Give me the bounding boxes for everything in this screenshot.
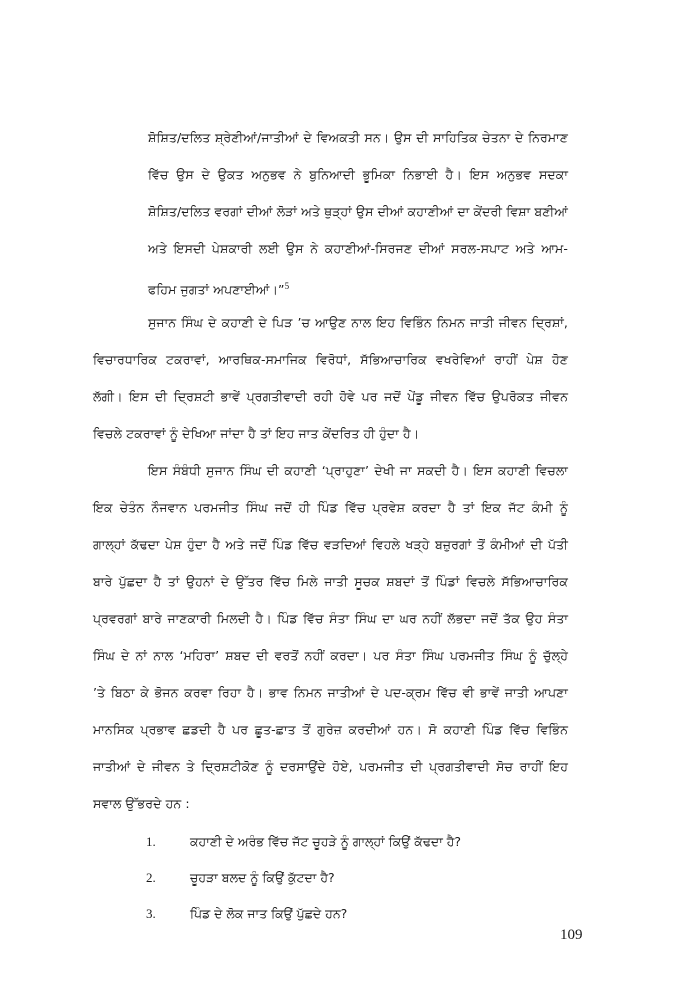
quote-line: ਸ਼ੋਸ਼ਿਤ/ਦਲਿਤ ਵਰਗਾਂ ਦੀਆਂ ਲੋੜਾਂ ਅਤੇ ਥੁੜ੍ਹਾਂ ਉਸ ਦੀਆਂ ਕਹਾਣੀਆਂ ਦਾ ਕੇਂਦਰੀ ਵਿਸ਼ਾ ਬਣੀਆਂ xyxy=(148,204,568,219)
quote-text-end: ਫਹਿਮ ਜੁਗਤਾਂ ਅਪਣਾਈਆਂ।” xyxy=(148,282,285,298)
question-text: ਕਹਾਣੀ ਦੇ ਅਰੰਭ ਵਿੱਚ ਜੱਟ ਚੂਹੜੇ ਨੂੰ ਗਾਲ੍ਹਾਂ ਕਿਉਂ ਕੱਢਦਾ ਹੈ? xyxy=(190,834,462,849)
paragraph-2-line: ਇਕ ਚੇਤੰਨ ਨੌਜਵਾਨ ਪਰਮਜੀਤ ਸਿੰਘ ਜਦੋਂ ਹੀ ਪਿੰਡ ਵਿੱਚ ਪ੍ਰਵੇਸ਼ ਕਰਦਾ ਹੈ ਤਾਂ ਇਕ ਜੱਟ ਕੰਮੀ ਨੂੰ xyxy=(93,500,568,515)
footnote-marker: 5 xyxy=(284,281,290,291)
question-text: ਪਿੰਡ ਦੇ ਲੋਕ ਜਾਤ ਕਿਉਂ ਪੁੱਛਦੇ ਹਨ? xyxy=(190,906,348,921)
quote-line-last xyxy=(148,276,568,300)
question-text: ਚੂਹੜਾ ਬਲਦ ਨੂੰ ਕਿਉਂ ਕੁੱਟਦਾ ਹੈ? xyxy=(190,870,335,885)
question-number: 2. xyxy=(146,870,156,885)
paragraph-2-line: ਜਾਤੀਆਂ ਦੇ ਜੀਵਨ ਤੇ ਦ੍ਰਿਸ਼ਟੀਕੋਣ ਨੂੰ ਦਰਸਾਉਂਦੇ ਹੋਏ, ਪਰਮਜੀਤ ਦੀ ਪ੍ਰਗਤੀਵਾਦੀ ਸੋਚ ਰਾਹੀਂ ਇਹ xyxy=(93,759,568,774)
paragraph-2-line: ਮਾਨਸਿਕ ਪ੍ਰਭਾਵ ਛਡਦੀ ਹੈ ਪਰ ਛੂਤ-ਛਾਤ ਤੋਂ ਗੁਰੇਜ਼ ਕਰਦੀਆਂ ਹਨ। ਸੋ ਕਹਾਣੀ ਪਿੰਡ ਵਿੱਚ ਵਿਭਿੰਨ xyxy=(93,722,568,737)
quote-line: ਸ਼ੋਸ਼ਿਤ/ਦਲਿਤ ਸ਼੍ਰੇਣੀਆਂ/ਜਾਤੀਆਂ ਦੇ ਵਿਅਕਤੀ ਸਨ। ਉਸ ਦੀ ਸਾਹਿਤਿਕ ਚੇਤਨਾ ਦੇ ਨਿਰਮਾਣ xyxy=(148,130,568,145)
paragraph-1-line: ਲੱਗੀ। ਇਸ ਦੀ ਦ੍ਰਿਸ਼ਟੀ ਭਾਵੇਂ ਪ੍ਰਗਤੀਵਾਦੀ ਰਹੀ ਹੋਵੇ ਪਰ ਜਦੋਂ ਪੇਂਡੂ ਜੀਵਨ ਵਿੱਚ ਉਪਰੋਕਤ ਜੀਵਨ xyxy=(93,389,568,404)
paragraph-1-line: ਸੁਜਾਨ ਸਿੰਘ ਦੇ ਕਹਾਣੀ ਦੇ ਪਿੜ ’ਚ ਆਉਣ ਨਾਲ ਇਹ ਵਿਭਿੰਨ ਨਿਮਨ ਜਾਤੀ ਜੀਵਨ ਦ੍ਰਿਸ਼ਾਂ, xyxy=(148,315,568,330)
question-number: 1. xyxy=(146,834,156,849)
paragraph-2-line: ਗਾਲ੍ਹਾਂ ਕੱਢਦਾ ਪੇਸ਼ ਹੁੰਦਾ ਹੈ ਅਤੇ ਜਦੋਂ ਪਿੰਡ ਵਿੱਚ ਵੜਦਿਆਂ ਵਿਹਲੇ ਖੜ੍ਹੇ ਬਜ਼ੁਰਗਾਂ ਤੋਂ ਕੰਮੀਆਂ ਦੀ ਪੱਤੀ xyxy=(93,537,568,552)
paragraph-2-line: ’ਤੇ ਬਿਠਾ ਕੇ ਭੋਜਨ ਕਰਵਾ ਰਿਹਾ ਹੈ। ਭਾਵ ਨਿਮਨ ਜਾਤੀਆਂ ਦੇ ਪਦ-ਕ੍ਰਮ ਵਿੱਚ ਵੀ ਭਾਵੇਂ ਜਾਤੀ ਆਪਣਾ xyxy=(93,685,568,700)
page-number: 109 xyxy=(560,927,583,943)
paragraph-2-line: ਸਵਾਲ ਉੱਭਰਦੇ ਹਨ : xyxy=(93,796,190,811)
quote-line: ਅਤੇ ਇਸਦੀ ਪੇਸ਼ਕਾਰੀ ਲਈ ਉਸ ਨੇ ਕਹਾਣੀਆਂ-ਸਿਰਜਣ ਦੀਆਂ ਸਰਲ-ਸਪਾਟ ਅਤੇ ਆਮ- xyxy=(148,241,568,256)
question-number: 3. xyxy=(146,906,156,921)
paragraph-2-line: ਪ੍ਰਵਰਗਾਂ ਬਾਰੇ ਜਾਣਕਾਰੀ ਮਿਲਦੀ ਹੈ। ਪਿੰਡ ਵਿੱਚ ਸੰਤਾ ਸਿੰਘ ਦਾ ਘਰ ਨਹੀਂ ਲੱਭਦਾ ਜਦੋਂ ਤੱਕ ਉਹ ਸੰਤਾ xyxy=(93,611,568,626)
quote-line: ਵਿੱਚ ਉਸ ਦੇ ਉਕਤ ਅਨੁਭਵ ਨੇ ਬੁਨਿਆਦੀ ਭੂਮਿਕਾ ਨਿਭਾਈ ਹੈ। ਇਸ ਅਨੁਭਵ ਸਦਕਾ xyxy=(148,167,568,182)
paragraph-2-line: ਇਸ ਸੰਬੰਧੀ ਸੁਜਾਨ ਸਿੰਘ ਦੀ ਕਹਾਣੀ ‘ਪ੍ਰਾਹੁਣਾ’ ਦੇਖੀ ਜਾ ਸਕਦੀ ਹੈ। ਇਸ ਕਹਾਣੀ ਵਿਚਲਾ xyxy=(148,463,568,478)
paragraph-1-line: ਵਿਚਲੇ ਟਕਰਾਵਾਂ ਨੂੰ ਦੇਖਿਆ ਜਾਂਦਾ ਹੈ ਤਾਂ ਇਹ ਜਾਤ ਕੇਂਦਰਿਤ ਹੀ ਹੁੰਦਾ ਹੈ। xyxy=(93,426,420,441)
paragraph-2-line: ਸਿੰਘ ਦੇ ਨਾਂ ਨਾਲ ‘ਮਹਿਰਾ’ ਸ਼ਬਦ ਦੀ ਵਰਤੋਂ ਨਹੀਂ ਕਰਦਾ। ਪਰ ਸੰਤਾ ਸਿੰਘ ਪਰਮਜੀਤ ਸਿੰਘ ਨੂੰ ਚੁੱਲ੍ਹੇ xyxy=(93,648,568,663)
paragraph-1-line: ਵਿਚਾਰਧਾਰਿਕ ਟਕਰਾਵਾਂ, ਆਰਥਿਕ-ਸਮਾਜਿਕ ਵਿਰੋਧਾਂ, ਸੱਭਿਆਚਾਰਿਕ ਵਖਰੇਵਿਆਂ ਰਾਹੀਂ ਪੇਸ਼ ਹੋਣ xyxy=(93,352,568,367)
paragraph-2-line: ਬਾਰੇ ਪੁੱਛਦਾ ਹੈ ਤਾਂ ਉਹਨਾਂ ਦੇ ਉੱਤਰ ਵਿੱਚ ਮਿਲੇ ਜਾਤੀ ਸੂਚਕ ਸ਼ਬਦਾਂ ਤੋਂ ਪਿੰਡਾਂ ਵਿਚਲੇ ਸੱਭਿਆਚਾਰਿਕ xyxy=(93,574,568,589)
